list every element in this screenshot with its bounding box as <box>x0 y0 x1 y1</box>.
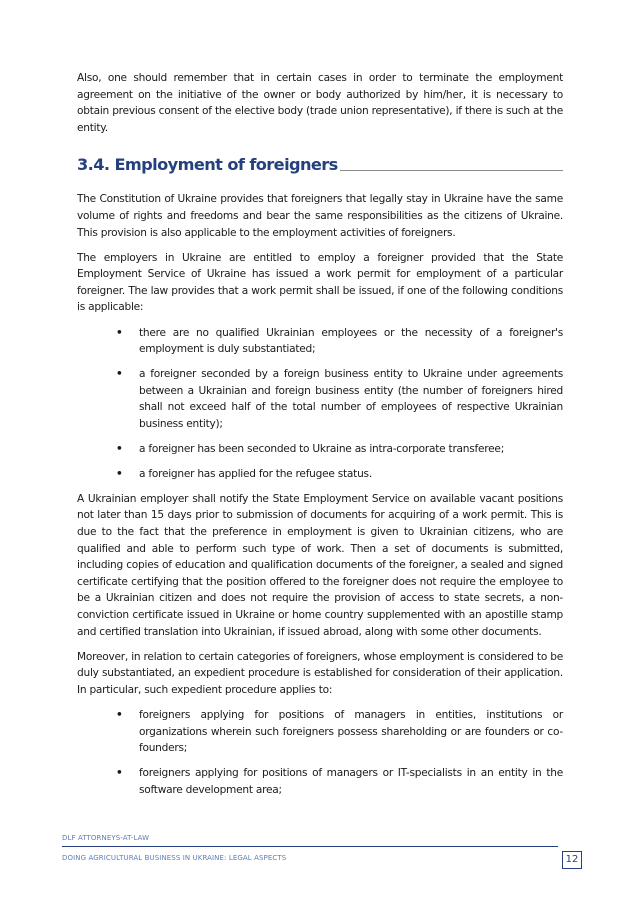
list-item: • a foreigner has applied for the refugee status. <box>77 466 563 483</box>
bullet-icon: • <box>116 326 123 339</box>
footer-document-title: DOING AGRICULTURAL BUSINESS IN UKRAINE: LEGAL ASPECTS <box>62 854 287 862</box>
page-footer <box>62 833 582 863</box>
section-heading-row <box>77 155 563 175</box>
section-heading: 3.4. Employment of foreigners <box>77 155 338 175</box>
footer-firm-name: DLF ATTORNEYS-AT-LAW <box>62 834 150 842</box>
list-item: • a foreigner seconded by a foreign business entity to Ukraine under agreements between a Ukrainian and foreign business entity (the number of foreigners hired shall not exceed half of the total number of employees of respective Ukrainian business entity); <box>116 368 563 430</box>
paragraph-expedient: Moreover, in relation to certain categories of foreigners, whose employment is considered to be duly substantiated, an expedient procedure is established for consideration of their application. In particular, such expedient procedure applies to: <box>77 650 563 696</box>
list-item: • there are no qualified Ukrainian employees or the necessity of a foreigner's employment is duly substantiated; <box>116 326 563 356</box>
work-permit-conditions-list <box>77 325 563 483</box>
paragraph-employers: The employers in Ukraine are entitled to employ a foreigner provided that the State Employment Service of Ukraine has issued a work permit for employment of a particular foreigner. The law provides that a work permit shall be issued, if one of the following conditions is applicable: <box>77 251 563 314</box>
page-number: 12 <box>562 851 582 869</box>
bullet-icon: • <box>116 442 123 455</box>
paragraph-constitution: The Constitution of Ukraine provides that foreigners that legally stay in Ukraine have the same volume of rights and freedoms and bear the same responsibilities as the citizens of Ukraine. This provision is also applicable to the employment activities of foreigners. <box>77 193 563 239</box>
bullet-icon: • <box>116 708 123 721</box>
bullet-icon: • <box>116 368 123 381</box>
paragraph-notification: A Ukrainian employer shall notify the State Employment Service on available vacant positions not later than 15 days prior to submission of documents for acquiring of a work permit. This is due to the fact that the preference in employment is given to Ukrainian citizens, who are qualified and able to perform such type of work. Then a set of documents is submitted, including copies of education and qualification documents of the foreigner, a sealed and signed certificate certifying that the position offered to the foreigner does not require the employee to be a Ukrainian citizen and does not require the provision of access to state secrets, a non-conviction certificate issued in Ukraine or home country supplemented with an apostille stamp and certified translation into Ukrainian, if issued abroad, along with some other documents. <box>77 492 563 638</box>
heading-rule <box>340 170 563 171</box>
expedient-procedure-list <box>77 707 563 798</box>
bullet-icon: • <box>116 467 123 480</box>
footer-rule <box>62 846 558 847</box>
bullet-icon: • <box>116 767 123 780</box>
page-content <box>77 70 563 807</box>
list-item: • foreigners applying for positions of managers or IT-specialists in an entity in the software development area; <box>116 767 563 796</box>
list-item: • a foreigner has been seconded to Ukraine as intra-corporate transferee; <box>77 441 563 458</box>
list-item: • foreigners applying for positions of managers in entities, institutions or organizations wherein such foreigners possess shareholding or are founders or co-founders; <box>116 708 563 755</box>
intro-paragraph: Also, one should remember that in certain cases in order to terminate the employment agreement on the initiative of the owner or body authorized by him/her, it is necessary to obtain previous consent of the elective body (trade union representative), if there is such at the entity. <box>77 72 563 134</box>
